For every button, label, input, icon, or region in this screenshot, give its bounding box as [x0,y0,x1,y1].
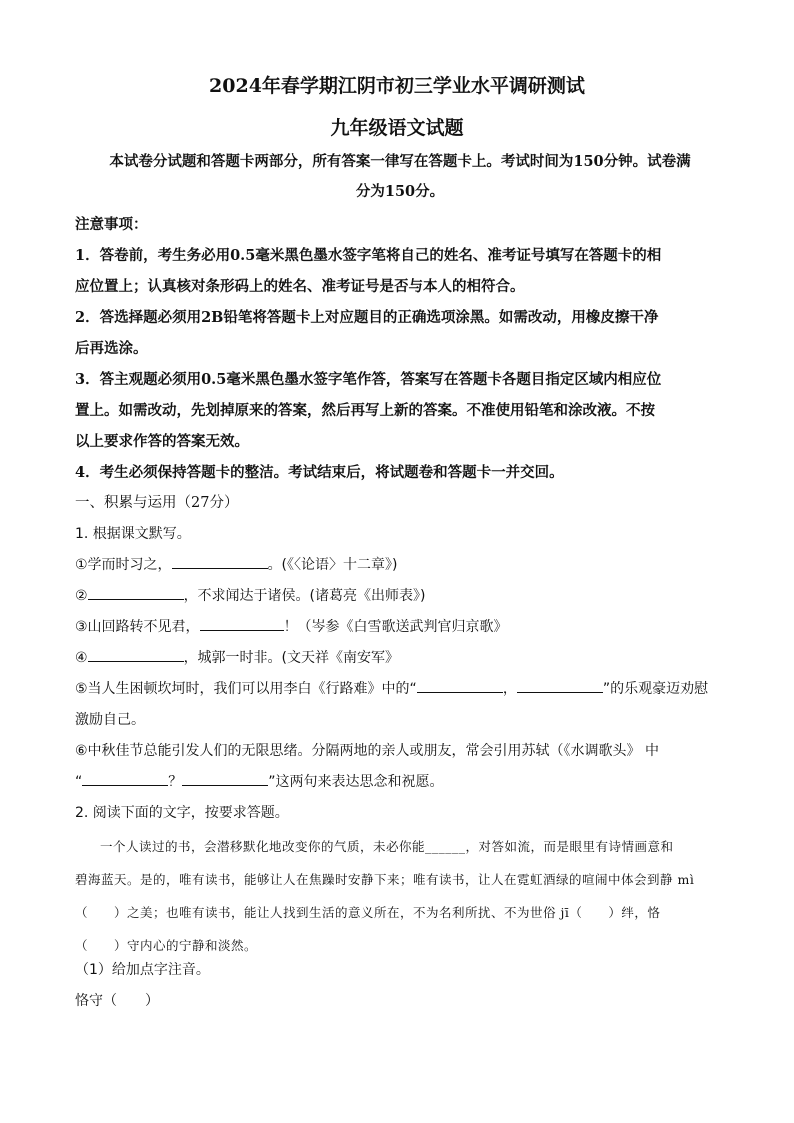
question-2-stem: 2. 阅读下面的文字，按要求答题。 [75,805,289,821]
note-3-line: 置上。如需改动，先划掉原来的答案，然后再写上新的答案。不准使用铅笔和涂改液。不按 [75,402,655,419]
answer-blank[interactable] [517,678,603,693]
answer-blank[interactable] [82,771,168,786]
reading-passage [75,830,725,962]
note-3-line: 以上要求作答的答案无效。 [75,433,249,450]
section-heading: 一、积累与运用（27分） [75,495,239,511]
exam-title: 2024年春学期江阴市初三学业水平调研测试 [209,75,585,97]
notes-section [75,209,725,519]
question-1 [75,519,725,829]
question-1-item-3: ③山回路转不见君， ！（岑参《白雪歌送武判官归京歌》 [75,612,725,643]
passage-line: （ ）守内心的宁静和淡然。 [75,938,258,953]
note-1-line: 1．答卷前，考生务必用0.5毫米黑色墨水签字笔将自己的姓名、准考证号填写在答题卡的相 [75,247,662,264]
question-2-sub [75,955,725,1017]
note-2-line: 后再选涂。 [75,340,148,357]
question-1-item-5-cont: 激励自己。 [75,712,145,728]
notes-heading: 注意事项： [75,216,148,233]
exam-intro [75,147,725,207]
answer-blank[interactable] [417,678,503,693]
passage-line: （ ）之美；也唯有读书，能让人找到生活的意义所在，不为名利所扰、不为世俗 jī（ ）绊，恪 [75,905,661,920]
answer-blank[interactable] [200,616,284,631]
question-1-item-6-cont: “ ？ ”这两句来表达思念和祝愿。 [75,767,725,798]
sub-question-1-item[interactable]: 恪守（ ） [75,993,159,1009]
answer-blank[interactable] [182,771,268,786]
note-3-line: 3．答主观题必须用0.5毫米黑色墨水签字笔作答，答案写在答题卡各题目指定区域内相应位 [75,371,662,388]
note-1-line: 应位置上；认真核对条形码上的姓名、准考证号是否与本人的相符合。 [75,278,525,295]
exam-subtitle: 九年级语文试题 [330,117,464,139]
passage-line: 一个人读过的书，会潜移默化地改变你的气质，未必你能______，对答如流，而是眼里有诗情画意和 [100,839,674,854]
note-4-line: 4．考生必须保持答题卡的整洁。考试结束后，将试题卷和答题卡一并交回。 [75,464,564,481]
question-1-item-4: ④ ，城郭一时非。(文天祥《南安军》 [75,643,725,674]
answer-blank[interactable] [88,647,184,662]
answer-blank[interactable] [88,585,184,600]
passage-line: 碧海蓝天。是的，唯有读书，能够让人在焦躁时安静下来；唯有读书，让人在霓虹酒绿的喧闹中体会到静 mì [75,872,695,887]
intro-line: 分为150分。 [355,183,445,200]
question-1-item-1: ①学而时习之， 。(《〈论语〉十二章》) [75,550,725,581]
question-1-item-2: ② ，不求闻达于诸侯。(诸葛亮《出师表》) [75,581,725,612]
answer-blank[interactable] [172,554,268,569]
note-2-line: 2．答选择题必须用2B铅笔将答题卡上对应题目的正确选项涂黑。如需改动，用橡皮擦干净 [75,309,659,326]
sub-question-1: （1）给加点字注音。 [75,962,210,978]
question-1-item-5: ⑤当人生困顿坎坷时，我们可以用李白《行路难》中的“ ， ”的乐观豪迈劝慰 [75,674,725,705]
intro-line: 本试卷分试题和答题卡两部分，所有答案一律写在答题卡上。考试时间为150分钟。试卷满 [109,153,691,170]
question-1-stem: 1. 根据课文默写。 [75,526,191,542]
question-1-item-6: ⑥中秋佳节总能引发人们的无限思绪。分隔两地的亲人或朋友，常会引用苏轼（《水调歌头》 中 [75,743,659,759]
